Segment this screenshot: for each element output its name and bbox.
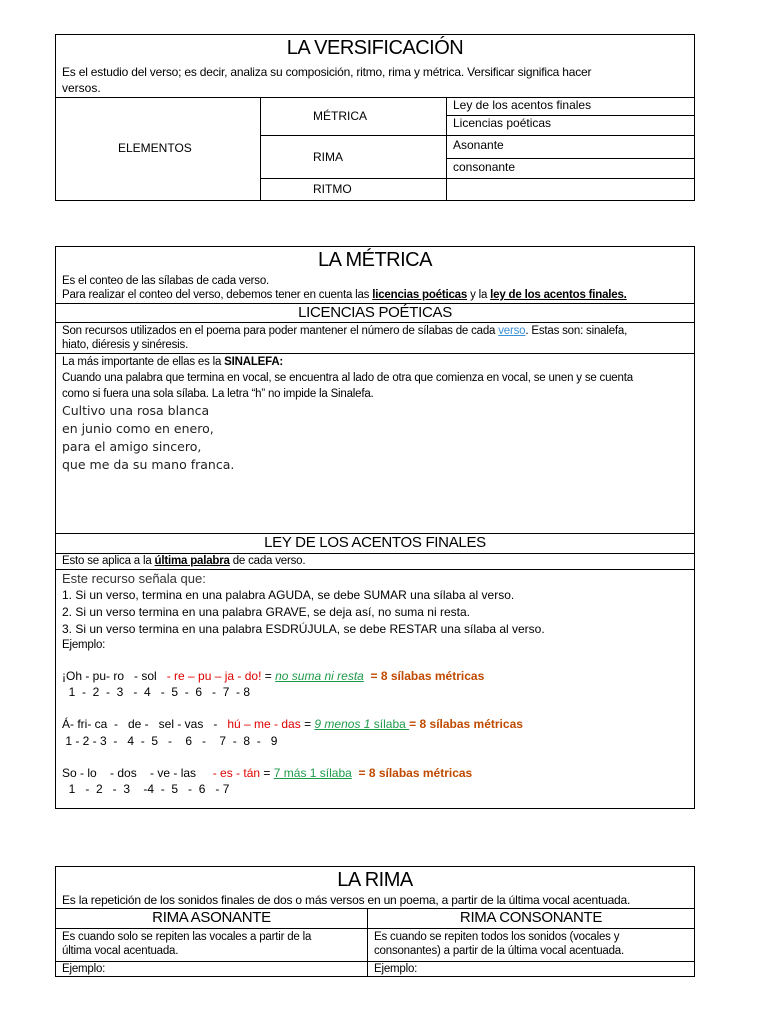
example-verse: ¡Oh - pu- ro - sol - re – pu – ja - do! = no suma ni resta = 8 sílabas métricas bbox=[62, 669, 485, 683]
consonante-desc: Es cuando se repiten todos los sonidos (vocales y bbox=[374, 931, 620, 943]
rima-item: consonante bbox=[453, 160, 516, 174]
rima-item: Asonante bbox=[453, 138, 504, 152]
ley-acentos-ref: ley de los acentos finales. bbox=[490, 289, 627, 301]
poem-line: Cultivo una rosa blanca bbox=[62, 403, 210, 418]
licencias-desc: Son recursos utilizados en el poema para poder mantener el número de sílabas de cada verso. Estas son: sinalefa, bbox=[62, 325, 628, 337]
example-verse: Á- fri- ca - de - sel - vas - hú – me - das = 9 menos 1 sílaba = 8 sílabas métricas bbox=[62, 717, 523, 731]
poem-line: en junio como en enero, bbox=[62, 421, 214, 436]
metrica-line1: Es el conteo de las sílabas de cada verso. bbox=[62, 275, 270, 287]
rule-item: 2. Si un verso termina en una palabra GRAVE, se deja así, no suma ni resta. bbox=[62, 605, 470, 619]
poem-line: que me da su mano franca. bbox=[62, 457, 235, 472]
rule-item: 3. Si un verso termina en una palabra ESDRÚJULA, se debe RESTAR una sílaba al verso. bbox=[62, 622, 545, 636]
rima-box bbox=[55, 866, 695, 977]
licencias-title: LICENCIAS POÉTICAS bbox=[298, 304, 452, 321]
elementos-label: ELEMENTOS bbox=[118, 141, 192, 155]
versificacion-box bbox=[55, 34, 695, 201]
rima-consonante-title: RIMA CONSONANTE bbox=[459, 909, 603, 926]
sinalefa-line2: Cuando una palabra que termina en vocal, se encuentra al lado de otra que comienza en vocal, se unen y se cuenta bbox=[62, 372, 633, 384]
rima-title: LA RIMA bbox=[337, 869, 413, 891]
rima-intro: Es la repetición de los sonidos finales de dos o más versos en un poema, a partir de la última vocal acentuada. bbox=[62, 893, 631, 907]
versificacion-intro-line1: Es el estudio del verso; es decir, analiza su composición, ritmo, rima y métrica. Versificar significa hacer bbox=[62, 65, 592, 79]
licencias-poeticas-ref: licencias poéticas bbox=[372, 289, 468, 301]
ley-desc: Esto se aplica a la última palabra de cada verso. bbox=[62, 555, 306, 567]
asonante-ejemplo: Ejemplo: bbox=[62, 963, 106, 975]
metrica-line2: Para realizar el conteo del verso, debemos tener en cuenta las licencias poéticas y la ley de los acentos finales. bbox=[62, 289, 627, 301]
metrica-item: Ley de los acentos finales bbox=[453, 98, 592, 112]
divider bbox=[56, 928, 694, 929]
asonante-desc-line2: última vocal acentuada. bbox=[62, 945, 179, 957]
divider bbox=[446, 97, 447, 201]
syllable-count: 1 - 2 - 3 - 4 - 5 - 6 - 7 - 8 bbox=[62, 685, 251, 699]
metrica-title: LA MÉTRICA bbox=[318, 249, 432, 271]
rima-asonante-title: RIMA ASONANTE bbox=[152, 909, 271, 926]
ejemplo-label: Ejemplo: bbox=[62, 639, 106, 651]
asonante-desc: Es cuando solo se repiten las vocales a partir de la bbox=[62, 931, 312, 943]
divider bbox=[260, 97, 261, 201]
metrica-item: Licencias poéticas bbox=[453, 116, 552, 130]
divider bbox=[56, 322, 694, 323]
poem bbox=[62, 402, 234, 474]
metrica-box bbox=[55, 246, 695, 809]
syllable-count: 1 - 2 - 3 -4 - 5 - 6 - 7 bbox=[62, 782, 230, 796]
divider bbox=[56, 353, 694, 354]
consonante-desc-line2: consonantes) a partir de la última vocal acentuada. bbox=[374, 945, 624, 957]
poem-line: para el amigo sincero, bbox=[62, 439, 202, 454]
divider bbox=[260, 135, 694, 136]
sinalefa-line1: La más importante de ellas es la SINALEFA: bbox=[62, 356, 284, 368]
sinalefa-line3: como si fuera una sola sílaba. La letra “h” no impide la Sinalefa. bbox=[62, 388, 374, 400]
sinalefa-label: SINALEFA: bbox=[224, 356, 284, 368]
divider bbox=[56, 97, 694, 98]
divider bbox=[260, 178, 694, 179]
example-verse: So - lo - dos - ve - las - es - tán = 7 más 1 sílaba = 8 sílabas métricas bbox=[62, 766, 473, 780]
ritmo-label: RITMO bbox=[313, 182, 352, 196]
rule-item: 1. Si un verso, termina en una palabra AGUDA, se debe SUMAR una sílaba al verso. bbox=[62, 588, 515, 602]
rima-label: RIMA bbox=[313, 150, 343, 164]
syllable-count: 1 - 2 - 3 - 4 - 5 - 6 - 7 - 8 - 9 bbox=[62, 734, 278, 748]
licencias-desc-line2: hiato, diéresis y sinéresis. bbox=[62, 339, 189, 351]
ultima-palabra: última palabra bbox=[154, 555, 230, 567]
metrica-label: MÉTRICA bbox=[313, 109, 367, 123]
recurso-label: Este recurso señala que: bbox=[62, 571, 206, 586]
ley-title: LEY DE LOS ACENTOS FINALES bbox=[264, 534, 486, 551]
versificacion-intro-line2: versos. bbox=[62, 81, 101, 95]
consonante-ejemplo: Ejemplo: bbox=[374, 963, 418, 975]
versificacion-title: LA VERSIFICACIÓN bbox=[286, 37, 464, 59]
verso-link[interactable]: verso bbox=[498, 325, 526, 337]
